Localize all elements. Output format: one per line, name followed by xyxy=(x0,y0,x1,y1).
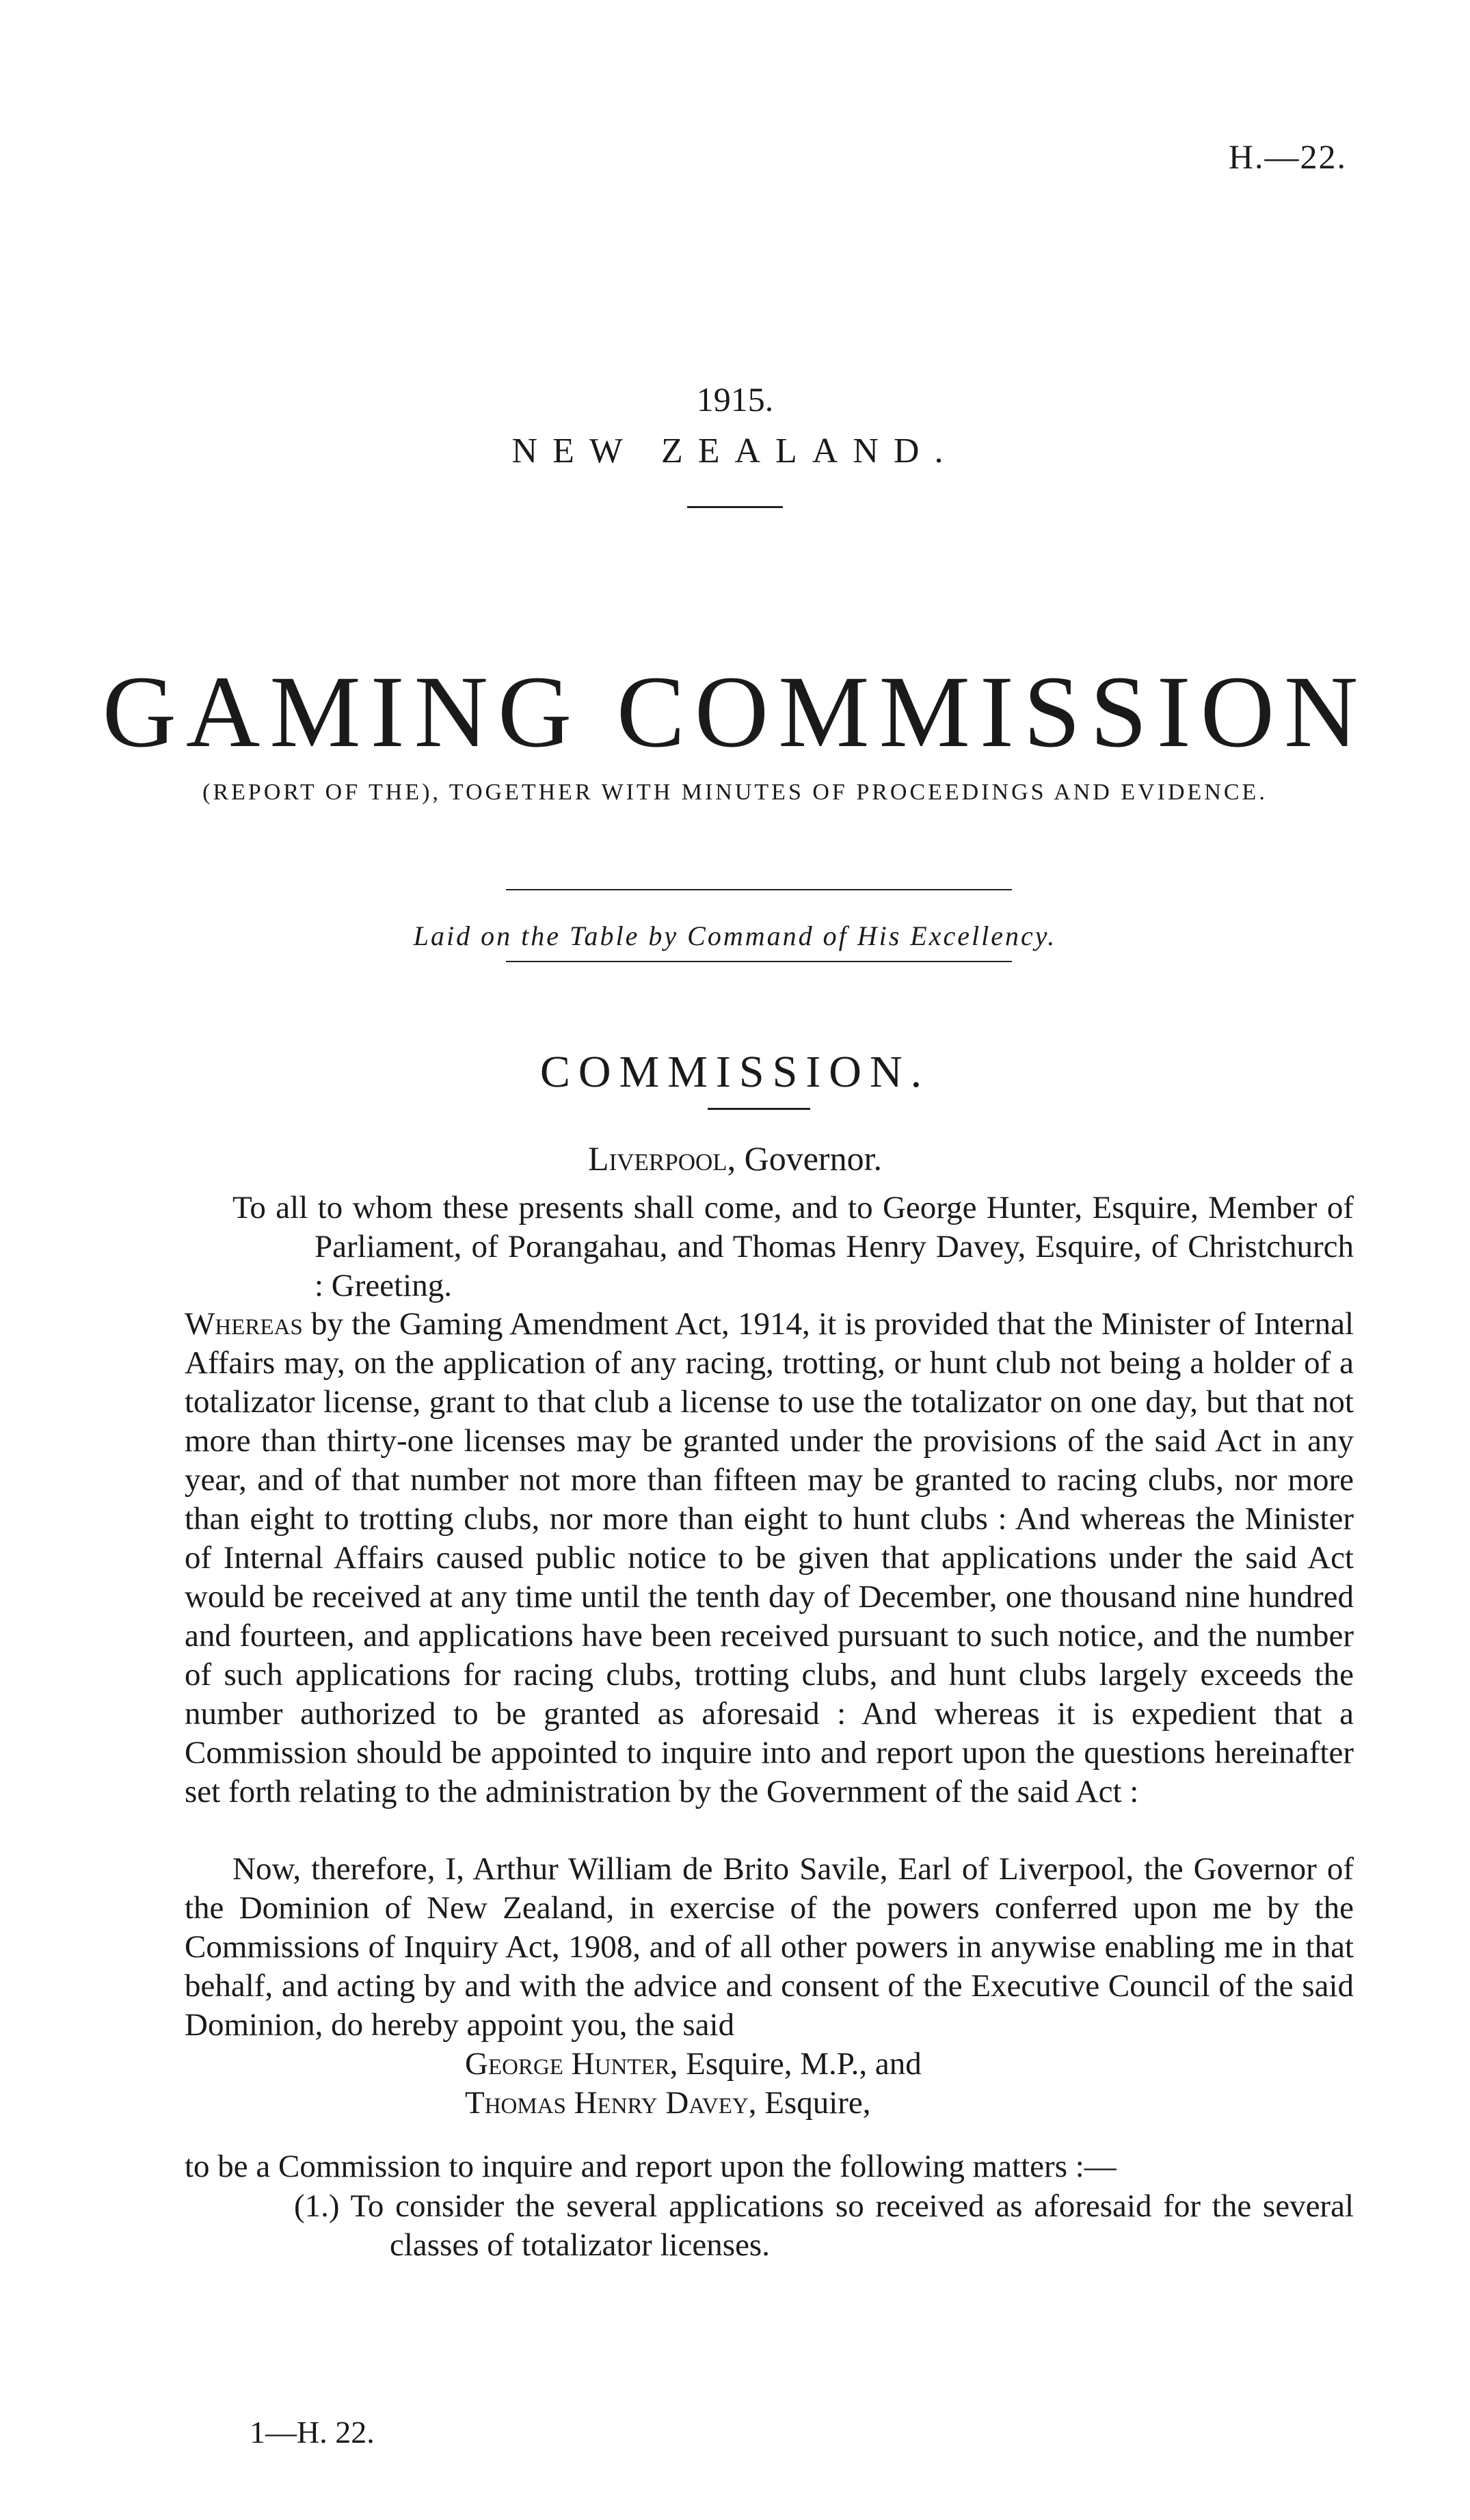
country-heading: NEW ZEALAND. xyxy=(511,432,959,470)
to-be-line: to be a Commission to inquire and report upon the following matters :— xyxy=(185,2149,1117,2184)
appointment-paragraph: Now, therefore, I, Arthur William de Brito Savile, Earl of Liverpool, the Governor of the Dominion of New Zealand, in exercise of the powers conferred upon me by the Commissions of Inquiry Act, 1908, and of all other powers in anywise enabling me in that behalf, and acting by and with the advice and consent of the Executive Council of the said Dominion, do hereby appoint you, the said xyxy=(185,1851,1354,2043)
divider xyxy=(687,506,783,508)
divider xyxy=(506,961,1012,962)
divider xyxy=(708,1108,810,1110)
year: 1915. xyxy=(696,380,774,419)
section-heading: COMMISSION. xyxy=(539,1047,931,1097)
main-title: GAMING COMMISSION xyxy=(102,655,1368,769)
appointee-2-name: Thomas Henry Davey xyxy=(465,2085,749,2121)
appointees xyxy=(465,2045,922,2123)
governor-name: Liverpool xyxy=(588,1139,727,1178)
laid-on-table-line: Laid on the Table by Command of His Excellency. xyxy=(413,920,1057,951)
governor-title: , Governor. xyxy=(727,1139,882,1178)
appointee-1-name: George Hunter xyxy=(465,2046,670,2082)
matter-item-1: (1.) To consider the several applications so received as aforesaid for the several classes of totalizator licenses. xyxy=(294,2188,1354,2263)
whereas-lead: Whereas xyxy=(185,1306,303,1342)
appointee-1-title: , Esquire, M.P., and xyxy=(669,2046,922,2082)
appointee-1 xyxy=(465,2045,922,2084)
whereas-paragraph xyxy=(185,1305,1354,1812)
subtitle: (REPORT OF THE), TOGETHER WITH MINUTES OF PROCEEDINGS AND EVIDENCE. xyxy=(202,780,1268,805)
footer-signature: 1—H. 22. xyxy=(250,2415,375,2450)
whereas-text: by the Gaming Amendment Act, 1914, it is provided that the Minister of Internal Affairs may, on the application of any racing, trotting, or hunt club not being a holder of a totalizator license, grant to that club a license to use the totalizator on one day, but that not more than thirty-one licenses may be granted under the provisions of the said Act in any year, and of that number not more than fifteen may be granted to racing clubs, nor more than eight to trotting clubs, nor more than eight to hunt clubs : And whereas the Minister of Internal Affairs caused public notice to be given that applications under the said Act would be received at any time until the tenth day of December, one thousand nine hundred and fourteen, and applications have been received pursuant to such notice, and the number of such applications for racing clubs, trotting clubs, and hunt clubs largely exceeds the number authorized to be granted as aforesaid : And whereas it is expedient that a Commission should be appointed to inquire into and report upon the questions hereinafter set forth relating to the administration by the Government of the said Act : xyxy=(185,1306,1354,1809)
governor-line xyxy=(0,1139,1470,1178)
divider xyxy=(506,889,1012,890)
appointee-2 xyxy=(465,2084,922,2123)
address-paragraph: To all to whom these presents shall come, and to George Hunter, Esquire, Member of Parliament, of Porangahau, and Thomas Henry Davey, Esquire, of Christchurch : Greeting. xyxy=(232,1190,1354,1303)
page-reference: H.—22. xyxy=(1228,137,1347,176)
appointee-2-title: , Esquire, xyxy=(748,2085,871,2121)
